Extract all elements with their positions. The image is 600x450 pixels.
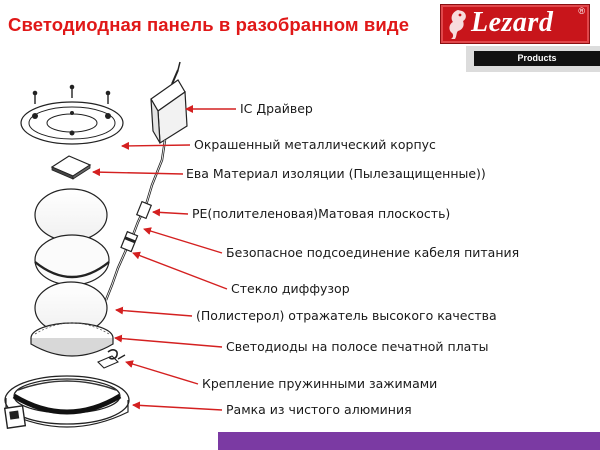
diffuser-disk [35,235,109,285]
label-led-strip: Светодиоды на полосе печатной платы [226,339,489,354]
products-tab[interactable]: Products [474,51,600,66]
label-eva-insulation: Ева Материал изоляции (Пылезащищенные)) [186,166,486,181]
aluminium-frame [5,376,129,428]
power-cable [106,140,165,300]
label-metal-housing: Окрашенный металлический корпус [194,137,436,152]
label-diffuser-glass: Стекло диффузор [231,281,350,296]
footer-accent-bar [218,432,600,450]
page-title: Светодиодная панель в разобранном виде [8,14,410,35]
led-ring [31,323,113,356]
pe-film-disk [35,189,107,241]
label-aluminium-frame: Рамка из чистого алюминия [226,402,412,417]
label-spring-clips: Крепление пружинными зажимами [202,376,438,391]
spring-clip [98,350,125,368]
label-cable-connection: Безопасное подсоединение кабеля питания [226,245,520,260]
ic-driver [151,62,187,143]
label-ic-driver: IC Драйвер [240,101,313,116]
label-pe-film: PE(полителеновая)Матовая плоскость) [192,206,451,221]
label-reflector: (Полистерол) отражатель высокого качества [196,308,497,323]
eva-pad [52,156,90,179]
metal-housing [21,85,123,144]
leader-arrows [93,109,236,410]
registered-mark: ® [578,6,585,16]
logo-wordmark: Lezard [471,7,554,38]
